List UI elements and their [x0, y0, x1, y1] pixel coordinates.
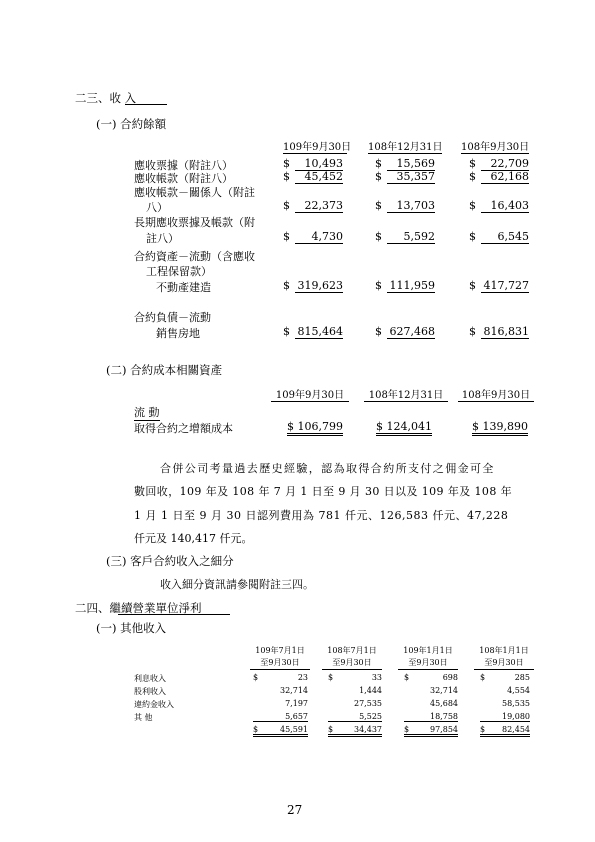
sub2-paragraph-line: 合併公司考量過去歷史經驗，認為取得合約所支付之佣金可全 [160, 462, 495, 475]
s24-cell: 285 [514, 673, 530, 682]
sub1-col-3: 108年9月30日 [461, 138, 529, 154]
heading-underline [118, 614, 230, 615]
sub1-cell: $ 111,959 [375, 279, 435, 292]
heading-underline [125, 104, 167, 105]
s24-sub-heading: (一) 其他收入 [96, 621, 167, 635]
section-24-heading: 二四、繼續營業單位淨利 [75, 601, 202, 615]
s24-cell: 5,657 [253, 712, 308, 722]
s24-col-3: 109年1月1日 至9月30日 [398, 645, 458, 670]
sub1-row-label: 註八） [146, 232, 179, 245]
dollar-sign: $ [328, 725, 334, 734]
s24-cell: 23 [297, 673, 308, 682]
s24-cell: 18,758 [404, 712, 458, 722]
s24-cell: 27,535 [354, 699, 382, 708]
s24-col-1: 109年7月1日 至9月30日 [250, 645, 310, 670]
sub1-cell: $ 35,357 [375, 170, 435, 183]
s24-cell: 7,197 [285, 699, 308, 708]
dollar-sign: $ [328, 673, 334, 682]
dollar-sign: $ [480, 673, 486, 682]
sub2-col-2: 108年12月31日 [364, 386, 448, 402]
s24-cell: 19,080 [480, 712, 530, 722]
s24-cell: 32,714 [430, 686, 458, 695]
dollar-sign: $ [253, 725, 259, 734]
s24-row-label: 利息收入 [134, 674, 166, 683]
sub2-col-3: 108年9月30日 [458, 386, 534, 402]
s24-cell: 45,684 [430, 699, 458, 708]
dollar-sign: $ [404, 673, 410, 682]
s24-cell: 32,714 [280, 686, 308, 695]
sub2-heading: (二) 合約成本相關資產 [106, 363, 223, 377]
s24-total: 45,591 [253, 725, 308, 737]
sub2-row-label: 取得合約之增額成本 [134, 422, 233, 435]
s24-row-label: 其 他 [134, 713, 153, 722]
sub1-row-label: 不動產建造 [156, 281, 211, 294]
sub1-cell: $ 417,727 [469, 279, 529, 292]
sub1-cell: $ 15,569 [375, 157, 435, 170]
sub1-cell: $ 22,709 [469, 157, 529, 170]
s24-cell: 33 [371, 673, 382, 682]
sub3-heading: (三) 客戶合約收入之細分 [106, 554, 234, 568]
sub2-flow-label: 流 動 [134, 406, 160, 419]
sub1-heading: (一) 合約餘額 [96, 117, 167, 131]
sub1-cell: $ 319,623 [283, 279, 343, 292]
s24-cell: 698 [442, 673, 458, 682]
sub2-cell: $ 124,041 [376, 420, 432, 436]
sub1-cell: $ 10,493 [283, 157, 343, 170]
s24-total: 97,854 [404, 725, 458, 737]
sub1-row-label: 合約負債－流動 [134, 311, 211, 324]
sub1-cell: $ 22,373 [283, 199, 343, 212]
s24-cell: 5,525 [328, 712, 382, 722]
sub2-cell: $ 106,799 [287, 420, 343, 436]
dollar-sign: $ [480, 725, 486, 734]
sub1-row-label: 長期應收票據及帳款（附 [134, 216, 255, 229]
sub1-cell: $ 816,831 [469, 325, 529, 338]
sub1-cell: $ 16,403 [469, 199, 529, 212]
sub1-row-label: 應收帳款（附註八） [134, 172, 233, 185]
sub1-cell: $ 5,592 [375, 230, 435, 243]
sub2-paragraph-line: 數回收，109 年及 108 年 7 月 1 日至 9 月 30 日以及 109 年及 108 年 [134, 485, 513, 498]
sub1-row-label: 八） [146, 201, 168, 214]
s24-row-label: 違約金收入 [134, 700, 174, 709]
sub1-row-label: 應收票據（附註八） [134, 159, 233, 172]
sub1-cell: $ 815,464 [283, 325, 343, 338]
section-23-heading: 二三、收 入 [75, 91, 137, 105]
s24-cell: 58,535 [502, 699, 530, 708]
sub1-row-label: 應收帳款－關係人（附註 [134, 186, 255, 199]
sub1-cell: $ 45,452 [283, 170, 343, 183]
s24-col-2: 108年7月1日 至9月30日 [322, 645, 382, 670]
sub2-paragraph-line: 1 月 1 日至 9 月 30 日認列費用為 781 仟元、126,583 仟元、47,228 [134, 509, 509, 522]
page-number: 27 [287, 803, 303, 817]
dollar-sign: $ [253, 673, 259, 682]
sub1-row-label: 銷售房地 [156, 327, 200, 340]
sub1-row-label: 工程保留款） [146, 265, 212, 278]
dollar-sign: $ [404, 725, 410, 734]
s24-cell: 1,444 [359, 686, 382, 695]
sub3-text: 收入細分資訊請參閱附註三四。 [160, 578, 314, 591]
s24-cell: 4,554 [507, 686, 530, 695]
s24-col-4: 108年1月1日 至9月30日 [474, 645, 534, 670]
sub1-cell: $ 627,468 [375, 325, 435, 338]
sub1-cell: $ 13,703 [375, 199, 435, 212]
s24-row-label: 股利收入 [134, 687, 166, 696]
sub2-cell: $ 139,890 [472, 420, 528, 436]
sub1-row-label: 合約資產－流動（含應收 [134, 250, 255, 263]
sub1-col-2: 108年12月31日 [368, 138, 442, 154]
sub2-paragraph-line: 仟元及 140,417 仟元。 [134, 532, 253, 545]
sub1-cell: $ 4,730 [283, 230, 343, 243]
sub2-col-1: 109年9月30日 [271, 386, 349, 402]
sub1-cell: $ 6,545 [469, 230, 529, 243]
sub1-col-1: 109年9月30日 [283, 138, 347, 154]
s24-total: 34,437 [328, 725, 382, 737]
s24-total: 82,454 [480, 725, 530, 737]
sub1-cell: $ 62,168 [469, 170, 529, 183]
